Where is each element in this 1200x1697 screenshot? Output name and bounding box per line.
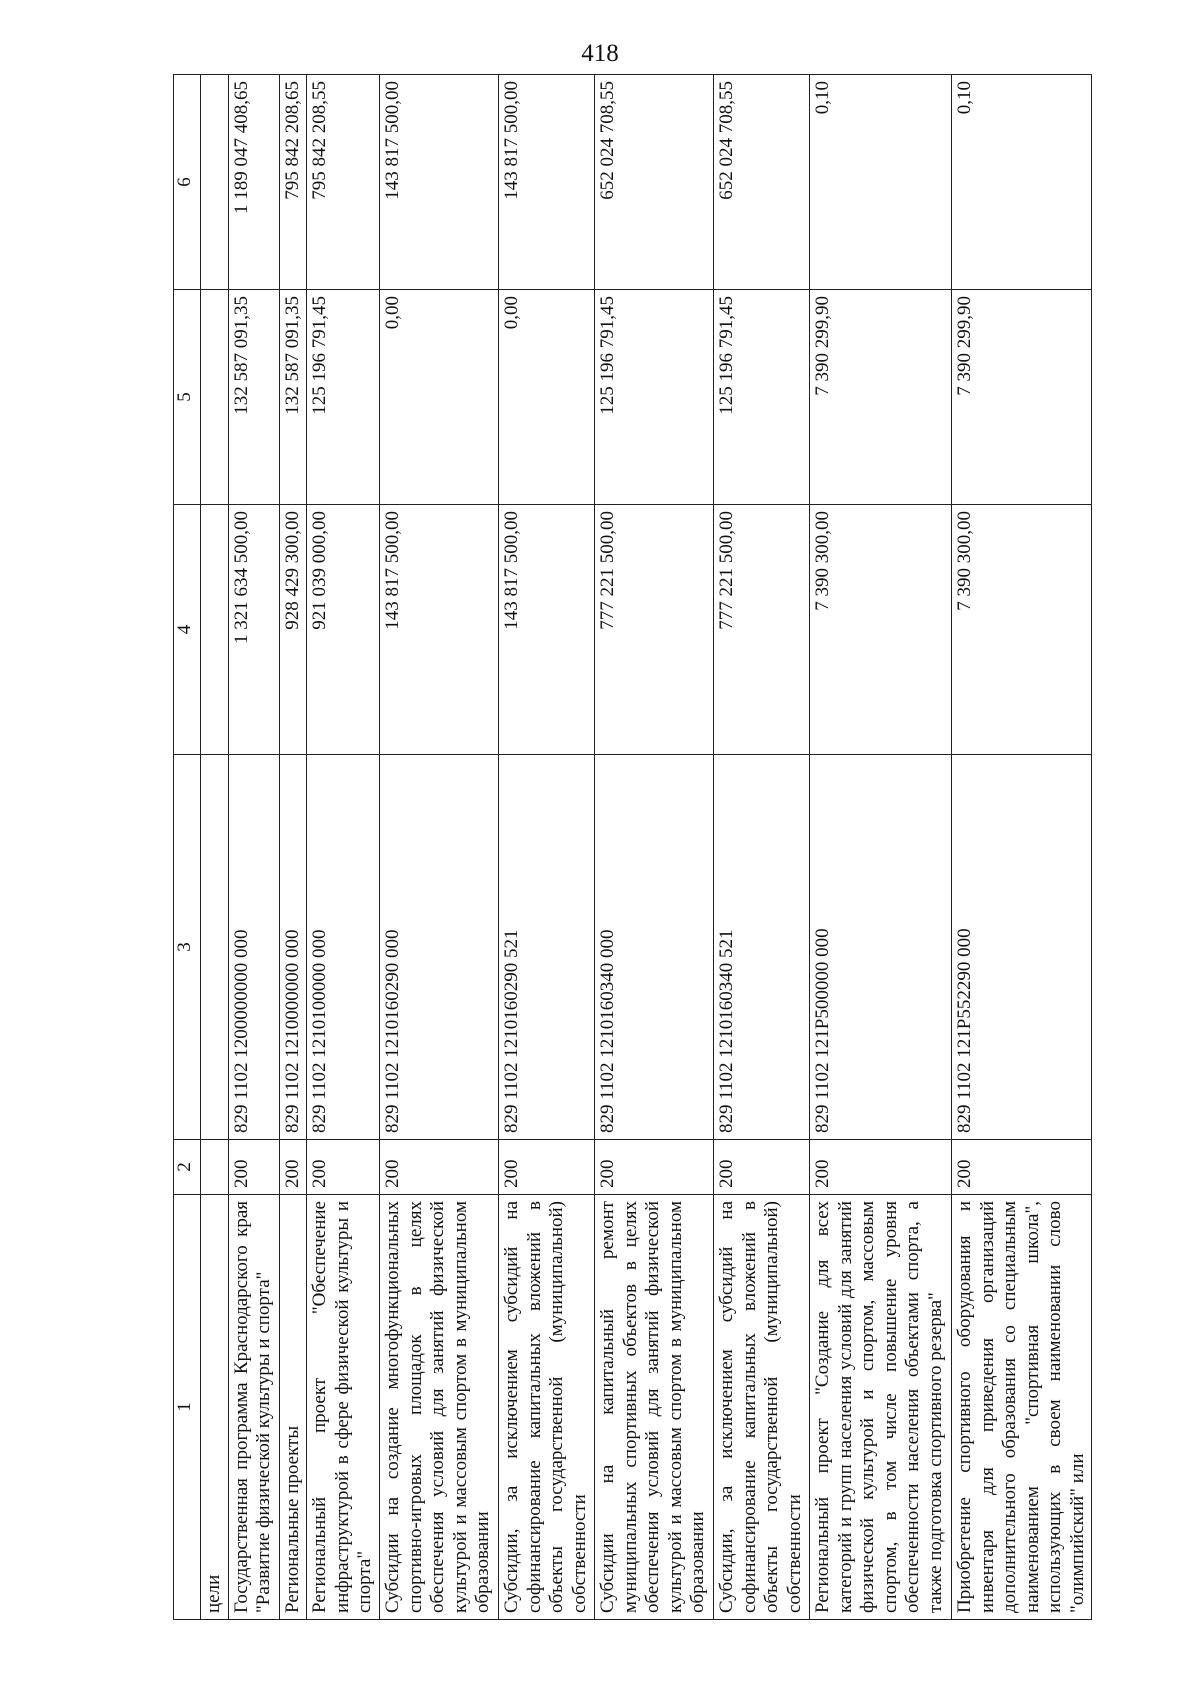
row-col5: 125 196 791,45 <box>307 290 380 505</box>
empty-cell <box>201 755 229 1140</box>
row-col5: 0,00 <box>380 290 499 505</box>
goal-row <box>201 75 229 1620</box>
empty-cell <box>201 505 229 755</box>
row-col2: 200 <box>810 1140 952 1195</box>
table-row <box>307 75 380 1620</box>
rotated-table-container <box>173 75 1123 1620</box>
row-col2: 200 <box>380 1140 499 1195</box>
row-code: 829 1102 121P500000 000 <box>810 755 952 1140</box>
header-cell: 4 <box>174 505 201 755</box>
row-col6: 143 817 500,00 <box>499 75 595 290</box>
row-description: Региональный проект "Создание для всех категорий и групп населения условий для занятий физической культурой и спортом, массовым спортом, в том числе повышение уровня обеспеченности населения объектами спорта, а также подготовка спортивного резерва" <box>810 1195 952 1620</box>
row-col2: 200 <box>279 1140 307 1195</box>
row-col4: 1 321 634 500,00 <box>228 505 279 755</box>
row-col2: 200 <box>952 1140 1092 1195</box>
row-col6: 1 189 047 408,65 <box>228 75 279 290</box>
row-col6: 143 817 500,00 <box>380 75 499 290</box>
empty-cell <box>201 75 229 290</box>
goal-cell: цели <box>201 1195 229 1620</box>
row-col6: 0,10 <box>810 75 952 290</box>
row-description: Региональный проект "Обеспечение инфраструктурой в сфере физической культуры и спорта" <box>307 1195 380 1620</box>
row-col2: 200 <box>714 1140 810 1195</box>
header-cell: 6 <box>174 75 201 290</box>
page-number: 418 <box>581 40 619 67</box>
row-code: 829 1102 1200000000 000 <box>228 755 279 1140</box>
row-col4: 143 817 500,00 <box>499 505 595 755</box>
row-col6: 652 024 708,55 <box>595 75 714 290</box>
row-col2: 200 <box>595 1140 714 1195</box>
table-row <box>714 75 810 1620</box>
row-col5: 7 390 299,90 <box>810 290 952 505</box>
row-code: 829 1102 1210160340 000 <box>595 755 714 1140</box>
row-col6: 795 842 208,55 <box>307 75 380 290</box>
row-col4: 921 039 000,00 <box>307 505 380 755</box>
table-row <box>228 75 279 1620</box>
row-code: 829 1102 1210160290 521 <box>499 755 595 1140</box>
row-col5: 132 587 091,35 <box>279 290 307 505</box>
table-row <box>499 75 595 1620</box>
row-code: 829 1102 1210160340 521 <box>714 755 810 1140</box>
row-col4: 7 390 300,00 <box>952 505 1092 755</box>
budget-table <box>173 74 1092 1620</box>
row-col5: 7 390 299,90 <box>952 290 1092 505</box>
table-row <box>595 75 714 1620</box>
empty-cell <box>201 1140 229 1195</box>
row-col4: 777 221 500,00 <box>595 505 714 755</box>
header-cell: 5 <box>174 290 201 505</box>
table-row <box>279 75 307 1620</box>
header-cell: 1 <box>174 1195 201 1620</box>
table-row <box>380 75 499 1620</box>
table-row <box>952 75 1092 1620</box>
empty-cell <box>201 290 229 505</box>
row-col2: 200 <box>307 1140 380 1195</box>
row-col4: 143 817 500,00 <box>380 505 499 755</box>
row-col4: 7 390 300,00 <box>810 505 952 755</box>
row-col4: 777 221 500,00 <box>714 505 810 755</box>
row-code: 829 1102 1210100000 000 <box>307 755 380 1140</box>
row-code: 829 1102 1210000000 000 <box>279 755 307 1140</box>
row-description: Приобретение спортивного оборудования и инвентаря для приведения организаций дополнительного образования со специальным наименованием "спортивная школа", использующих в своем наименовании слово "олимпийский" или <box>952 1195 1092 1620</box>
row-description: Субсидии, за исключением субсидий на софинансирование капитальных вложений в объекты государственной (муниципальной) собственности <box>499 1195 595 1620</box>
row-col2: 200 <box>228 1140 279 1195</box>
row-col5: 125 196 791,45 <box>595 290 714 505</box>
row-description: Региональные проекты <box>279 1195 307 1620</box>
row-col6: 652 024 708,55 <box>714 75 810 290</box>
row-description: Субсидии на капитальный ремонт муниципальных спортивных объектов в целях обеспечения условий для занятий физической культурой и массовым спортом в муниципальном образовании <box>595 1195 714 1620</box>
row-col5: 125 196 791,45 <box>714 290 810 505</box>
row-code: 829 1102 1210160290 000 <box>380 755 499 1140</box>
header-cell: 2 <box>174 1140 201 1195</box>
row-col2: 200 <box>499 1140 595 1195</box>
header-row <box>174 75 201 1620</box>
row-code: 829 1102 121P552290 000 <box>952 755 1092 1140</box>
row-description: Субсидии на создание многофункциональных спортивно-игровых площадок в целях обеспечения условий для занятий физической культурой и массовым спортом в муниципальном образовании <box>380 1195 499 1620</box>
row-col6: 795 842 208,65 <box>279 75 307 290</box>
row-description: Государственная программа Краснодарского края "Развитие физической культуры и спорта" <box>228 1195 279 1620</box>
row-col6: 0,10 <box>952 75 1092 290</box>
row-col5: 0,00 <box>499 290 595 505</box>
table-row <box>810 75 952 1620</box>
row-col4: 928 429 300,00 <box>279 505 307 755</box>
row-col5: 132 587 091,35 <box>228 290 279 505</box>
row-description: Субсидии, за исключением субсидий на софинансирование капитальных вложений в объекты государственной (муниципальной) собственности <box>714 1195 810 1620</box>
header-cell: 3 <box>174 755 201 1140</box>
